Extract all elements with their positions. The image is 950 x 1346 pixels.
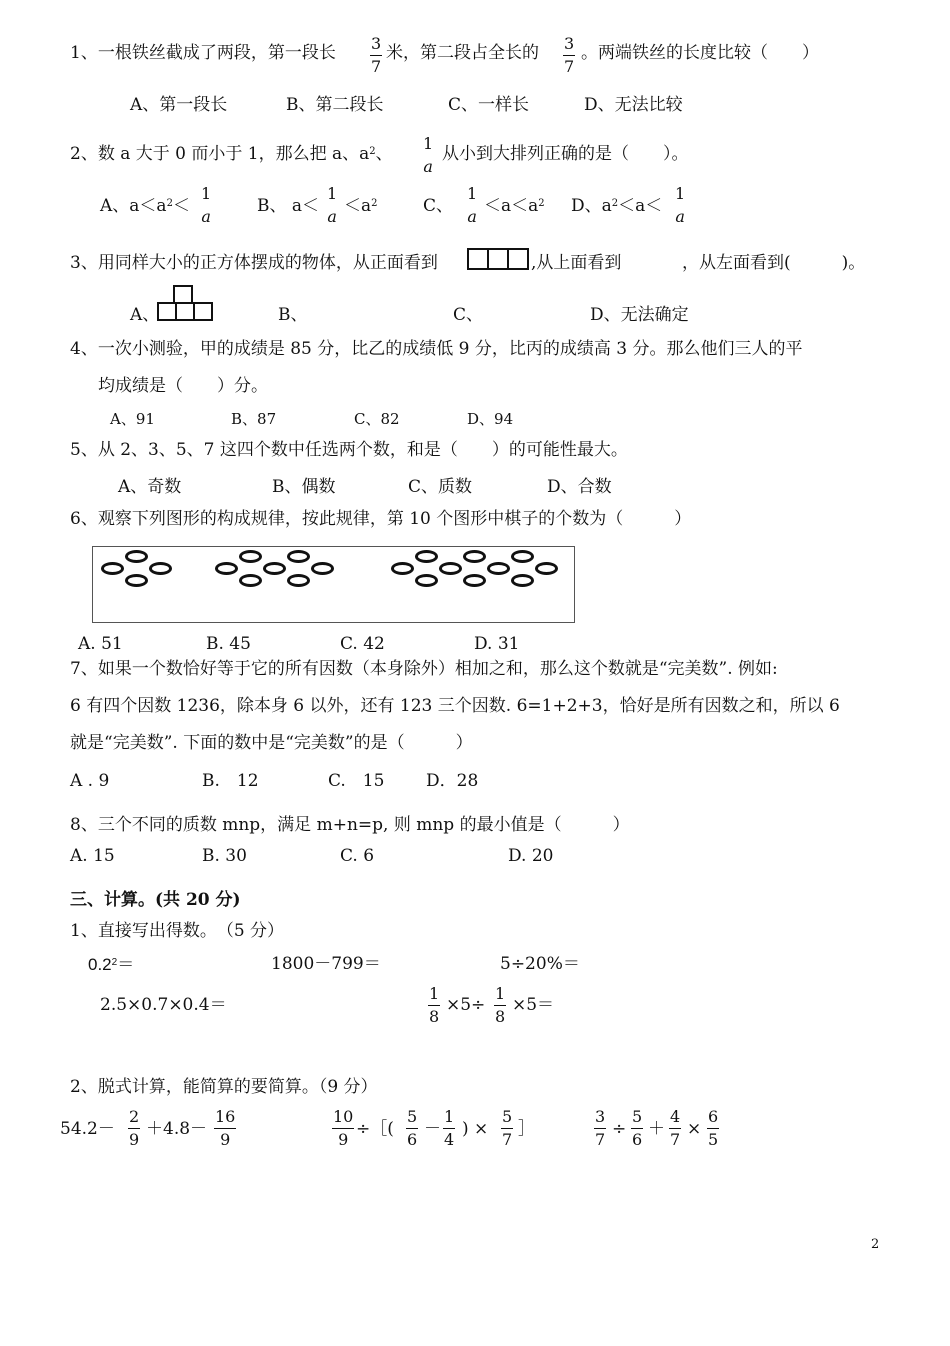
q4-option-d[interactable]: D、94 [467,410,514,428]
expr1-frac-16-9: 16 9 [215,1107,236,1149]
expr2-frac-5-7: 5 7 [502,1107,513,1149]
calc-times-5-div: ×5÷ [446,995,486,1015]
q7-option-c[interactable]: C. 15 [328,771,385,791]
q5-option-c[interactable]: C、质数 [408,477,473,497]
q2-option-b-fraction: 1 a [327,184,338,226]
q2-option-d[interactable]: D、$a^2<a<$ [571,196,663,216]
expr2-frac-1-4: 1 4 [444,1107,455,1149]
calc-0.2-squared: $0.2^2=$ [88,955,135,974]
q2-option-c[interactable]: C、 [423,196,454,216]
q6-option-b[interactable]: B. 45 [206,634,251,654]
page-number: 2 [871,1237,880,1252]
expr2-part-c: ) × [462,1119,489,1139]
q7-text-3: 就是“完美数”. 下面的数中是“完美数”的是（ ） [70,733,473,753]
q4-option-b[interactable]: B、87 [231,410,277,428]
expr3-frac-3-7: 3 7 [595,1107,606,1149]
q1-fraction-2: 3 7 [564,34,575,76]
q7-text-1: 7、如果一个数恰好等于它的所有因数（本身除外）相加之和，那么这个数就是“完美数”. 例如: [70,659,778,679]
q2-option-c-fraction: 1 a [467,184,478,226]
q2-fraction: 1 a [423,134,434,176]
expr1-frac-2-9: 2 9 [129,1107,140,1149]
q7-option-a[interactable]: A . 9 [70,771,110,791]
q8-option-a[interactable]: A. 15 [70,846,115,866]
q1-option-c[interactable]: C、一样长 [448,95,530,115]
q2-option-b[interactable]: B、 a＜ [257,196,320,216]
q1-text-2: 米，第二段占全长的 [386,43,539,63]
expr1-part-a: 54.2－ [60,1119,115,1139]
expr3-frac-5-6: 5 6 [632,1107,643,1149]
q8-option-c[interactable]: C. 6 [340,846,375,866]
q1-text-1: 1、一根铁丝截成了两段，第一段长 [70,43,336,63]
q5-option-a[interactable]: A、奇数 [118,477,182,497]
calc-frac-1-8-b: 1 8 [495,984,506,1026]
expr2-part-a: ÷［( [356,1119,394,1139]
q3-option-a[interactable]: A、 [130,305,160,325]
expr2-frac-10-9: 10 9 [333,1107,354,1149]
q8-text: 8、三个不同的质数 mnp，满足 m+n=p, 则 mnp 的最小值是（ ） [70,815,630,835]
expr2-frac-5-6: 5 6 [407,1107,418,1149]
q7-option-d[interactable]: D．28 [426,771,479,791]
q4-text-2: 均成绩是（ ）分。 [98,376,268,396]
section-3-part-1-heading: 1、直接写出得数。 （5 分） [70,921,285,941]
expr2-minus: － [424,1119,441,1139]
q2-text-2: 从小到大排列正确的是（ ）。 [442,144,689,164]
calc-times-5-eq: ×5＝ [512,995,555,1015]
q1-option-a[interactable]: A、第一段长 [130,95,228,115]
expr3-plus: ＋ [648,1119,665,1139]
q1-option-b[interactable]: B、第二段长 [286,95,384,115]
q1-text-3: 。两端铁丝的长度比较（ ） [581,43,819,63]
section-3-title: 三、计算。(共 20 分) [70,890,241,910]
calc-frac-1-8-a: 1 8 [429,984,440,1026]
q5-option-b[interactable]: B、偶数 [272,477,336,497]
q1-option-d[interactable]: D、无法比较 [584,95,683,115]
q2-option-a-fraction: 1 a [201,184,212,226]
expr1-part-b: ＋4.8－ [146,1119,208,1139]
expr3-frac-6-5: 6 5 [708,1107,719,1149]
q2-option-a[interactable]: A、$a<a^2<$ [100,196,190,216]
q6-option-d[interactable]: D. 31 [474,634,520,654]
calc-1800-minus-799: 1800－799＝ [271,954,381,974]
q3-text-1: 3、用同样大小的正方体摆成的物体，从正面看到 [70,253,438,273]
expr3-div: ÷ [612,1119,627,1139]
q8-option-d[interactable]: D. 20 [508,846,554,866]
expr3-frac-4-7: 4 7 [670,1107,681,1149]
q7-text-2: 6 有四个因数 1236，除本身 6 以外，还有 123 三个因数. 6=1+2+3，恰好是所有因数之和，所以 6 [70,696,840,716]
q5-text: 5、从 2、3、5、7 这四个数中任选两个数，和是（ ）的可能性最大。 [70,440,628,460]
q5-option-d[interactable]: D、合数 [547,477,612,497]
q7-option-b[interactable]: B. 12 [202,771,259,791]
q1-fraction-1: 3 7 [371,34,382,76]
q3-option-b[interactable]: B、 [278,305,308,325]
q3-option-d[interactable]: D、无法确定 [590,305,689,325]
q3-text-3: ，从左面看到( )。 [682,253,866,273]
expr3-times: × [687,1119,702,1139]
q3-option-c[interactable]: C、 [453,305,484,325]
q6-option-c[interactable]: C. 42 [340,634,385,654]
q6-text: 6、观察下列图形的构成规律，按此规律，第 10 个图形中棋子的个数为（ ） [70,509,692,529]
q6-option-a[interactable]: A. 51 [78,634,123,654]
q6-pattern-box [92,546,575,623]
q2-option-c-tail: $<a<a^2$ [484,196,545,216]
section-3-part-2-heading: 2、脱式计算，能简算的要简算。（9 分） [70,1077,378,1097]
q4-text-1: 4、一次小测验，甲的成绩是 85 分，比乙的成绩低 9 分，比丙的成绩高 3 分。那么他们三人的平 [70,339,803,359]
q2-text-1: 2、数 a 大于 0 而小于 1，那么把 a、$a^2$、 [70,144,393,164]
expr2-bracket-close: ］ [518,1119,535,1139]
q4-option-c[interactable]: C、82 [354,410,400,428]
calc-2.5x0.7x0.4: 2.5×0.7×0.4＝ [100,995,227,1015]
calc-5-div-20pct: 5÷20%＝ [500,954,580,974]
q4-option-a[interactable]: A、91 [110,410,155,428]
q8-option-b[interactable]: B. 30 [202,846,247,866]
q2-option-d-fraction: 1 a [675,184,686,226]
q3-text-2: ,从上面看到 [531,253,622,273]
q2-option-b-tail: $<a^2$ [344,196,378,216]
